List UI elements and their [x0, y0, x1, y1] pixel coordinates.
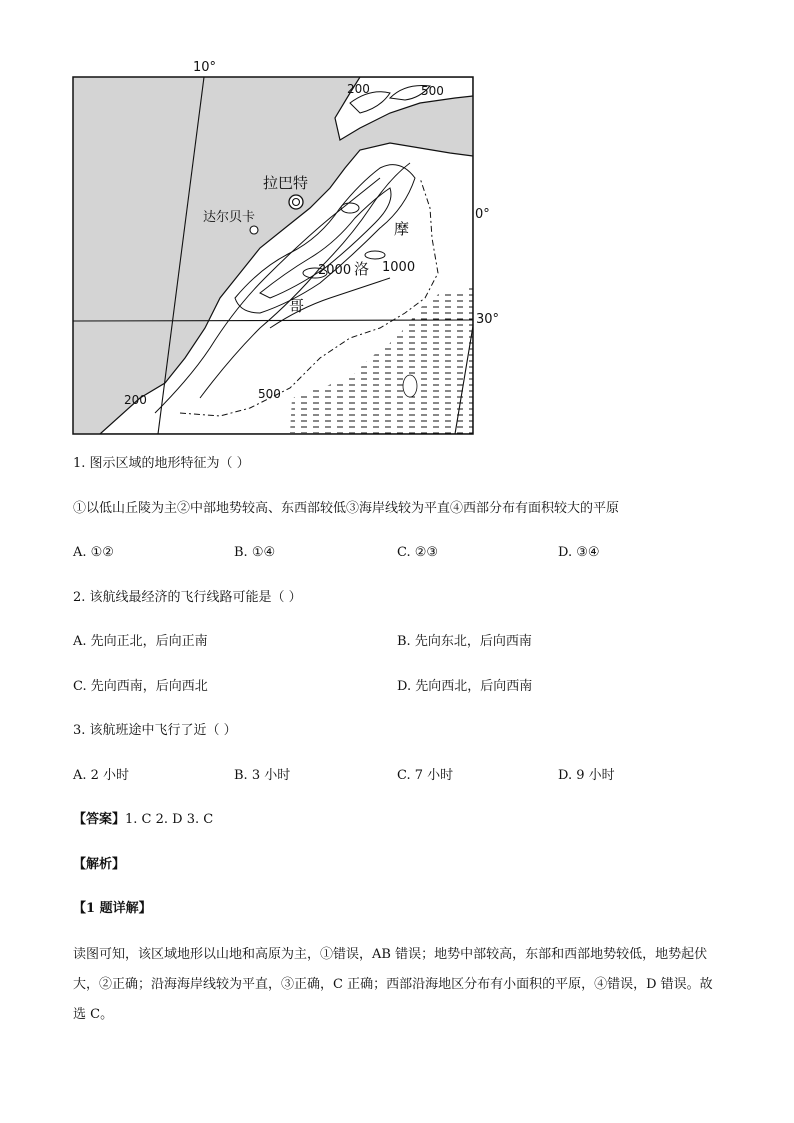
q1-option-a: A. ①②: [73, 545, 114, 560]
q3-option-d: D. 9 小时: [558, 768, 615, 783]
question-3-stem: 3. 该航班途中飞行了近（ ）: [73, 723, 237, 738]
q1-option-b: B. ①④: [234, 545, 276, 560]
q2-option-a: A. 先向正北，后向正南: [73, 634, 208, 649]
detail-1-label: 【1 题详解】: [73, 901, 152, 916]
question-2-stem: 2. 该航线最经济的飞行线路可能是（ ）: [73, 590, 302, 605]
question-1-statements: ①以低山丘陵为主②中部地势较高、东西部较低③海岸线较为平直④西部分布有面积较大的平原: [73, 501, 620, 516]
contour-200-top-label: 200: [347, 82, 370, 96]
city-label-casablanca: 达尔贝卡: [203, 210, 256, 225]
morocco-contour-map: [60, 58, 500, 438]
answer-line: [73, 812, 213, 829]
answer-label: 【答案】: [73, 812, 126, 827]
q3-option-c: C. 7 小时: [397, 768, 454, 783]
contour-200-label: 200: [124, 393, 147, 407]
answer-text: 1. C 2. D 3. C: [125, 812, 214, 827]
contour-2000-label: 2000: [318, 263, 352, 278]
q1-option-d: D. ③④: [558, 545, 600, 560]
country-label-part: 洛: [354, 260, 370, 278]
lat-30-label: 30°: [476, 312, 500, 327]
country-label-part: 哥: [289, 297, 305, 315]
contour-1000-label: 1000: [382, 260, 416, 275]
contour-500-label: 500: [258, 387, 281, 401]
lon-10-label: 10°: [193, 60, 217, 75]
analysis-label: 【解析】: [73, 857, 126, 872]
q3-option-b: B. 3 小时: [234, 768, 291, 783]
capital-marker-inner: [293, 199, 300, 206]
lake: [403, 375, 417, 397]
q2-option-d: D. 先向西北，后向西南: [397, 679, 533, 694]
q2-option-b: B. 先向东北，后向西南: [397, 634, 532, 649]
lon-0-label: 0°: [475, 207, 490, 222]
q2-option-c: C. 先向西南，后向西北: [73, 679, 208, 694]
city-label-rabat: 拉巴特: [263, 174, 309, 192]
country-label-part: 摩: [394, 220, 410, 238]
city-circle-icon: [250, 226, 258, 234]
q1-option-c: C. ②③: [397, 545, 439, 560]
q3-option-a: A. 2 小时: [73, 768, 130, 783]
map-drawing: [60, 58, 490, 438]
contour-500-top-label: 500: [421, 84, 444, 98]
question-1-stem: 1. 图示区域的地形特征为（ ）: [73, 456, 250, 471]
detail-1-text: 读图可知，该区域地形以山地和高原为主，①错误，AB 错误；地势中部较高，东部和西部地势较低，地势起伏大，②正确；沿海海岸线较为平直，③正确，C 正确；西部沿海地区分布有小面积的平原，④错误，D 错误。故选 C。: [73, 947, 713, 1022]
